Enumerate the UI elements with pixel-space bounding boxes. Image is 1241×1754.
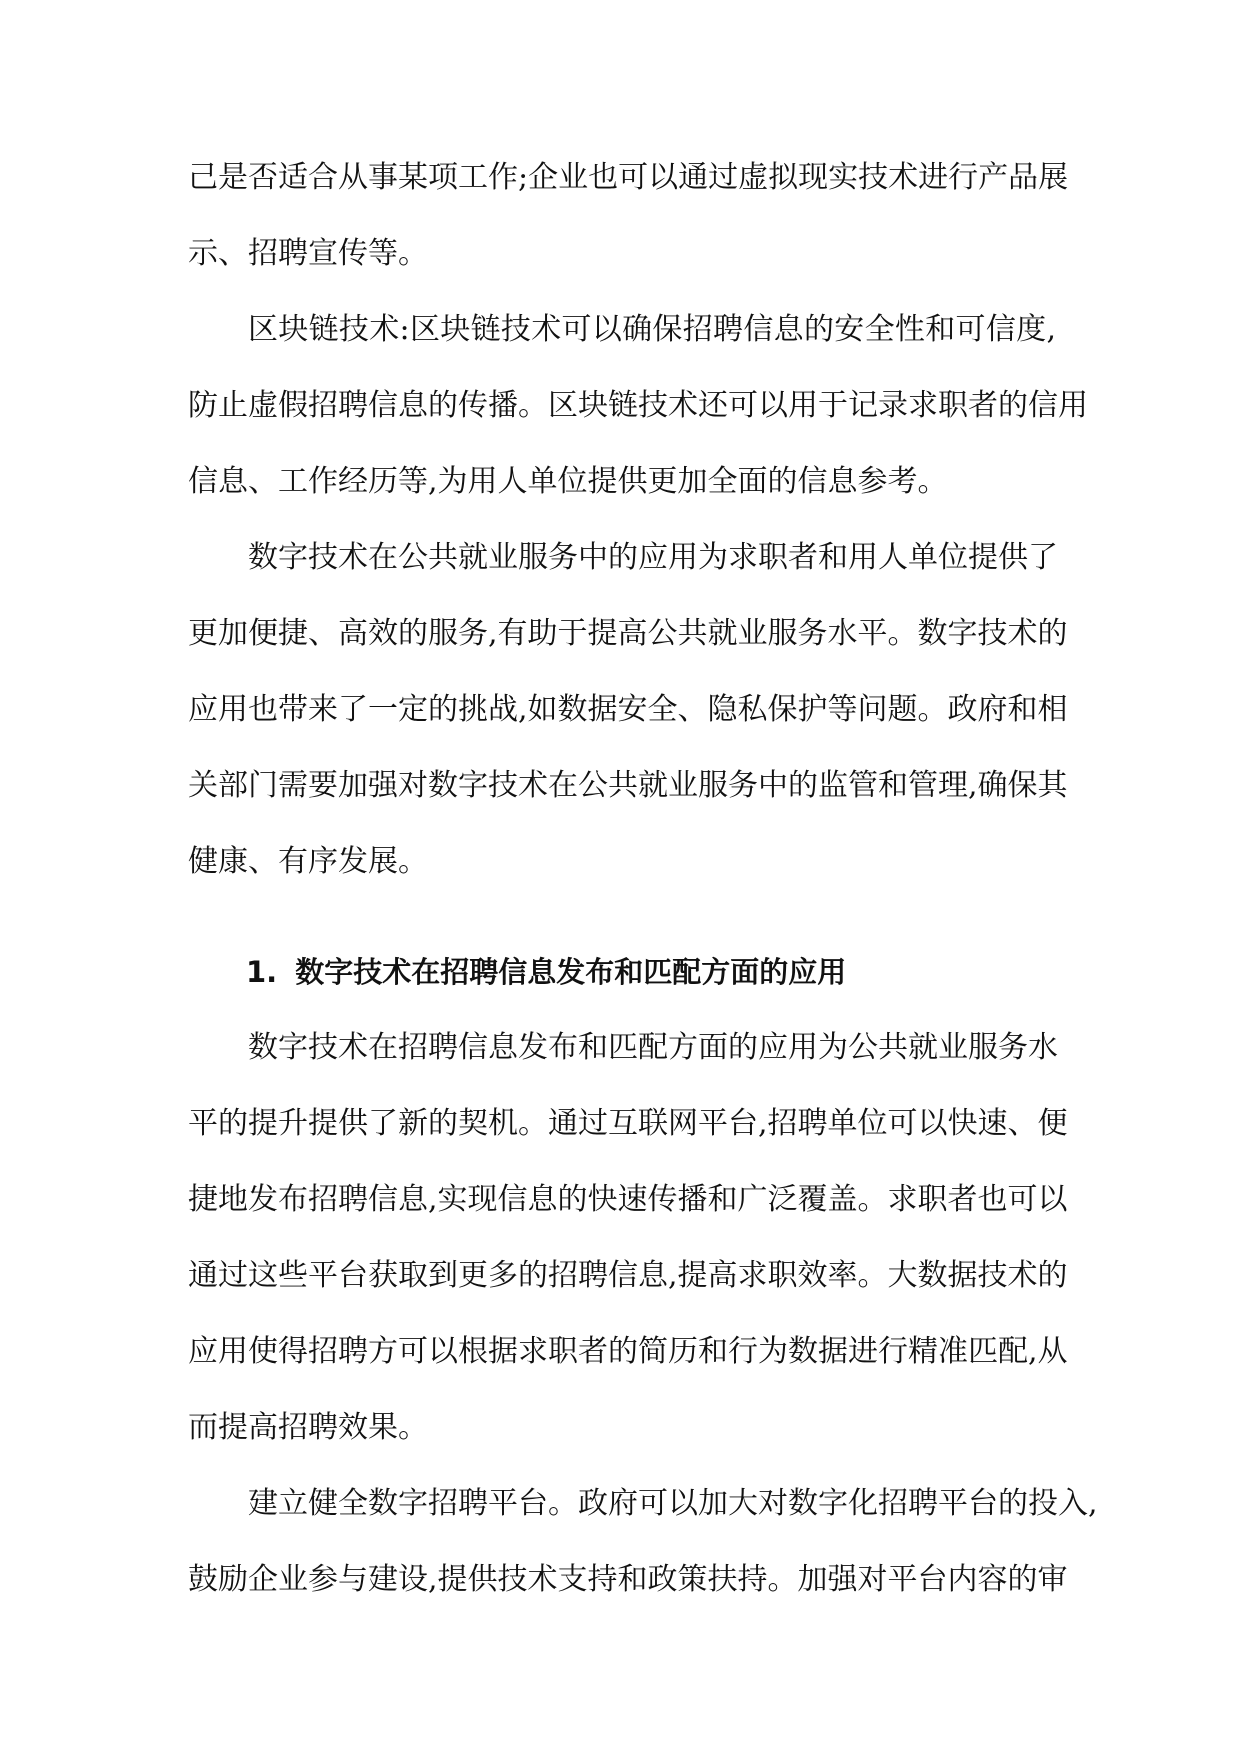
text-line: 己是否适合从事某项工作;企业也可以通过虚拟现实技术进行产品展: [188, 160, 1069, 195]
text-line: 应用也带来了一定的挑战,如数据安全、隐私保护等问题。政府和相: [188, 692, 1068, 727]
text-line: 捷地发布招聘信息,实现信息的快速传播和广泛覆盖。求职者也可以: [188, 1182, 1068, 1217]
text-line: 应用使得招聘方可以根据求职者的简历和行为数据进行精准匹配,从: [188, 1334, 1068, 1369]
text-line: 平的提升提供了新的契机。通过互联网平台,招聘单位可以快速、便: [188, 1106, 1068, 1141]
text-line: 鼓励企业参与建设,提供技术支持和政策扶持。加强对平台内容的审: [188, 1562, 1068, 1597]
text-line: 数字技术在公共就业服务中的应用为求职者和用人单位提供了: [248, 540, 1058, 575]
text-line: 区块链技术:区块链技术可以确保招聘信息的安全性和可信度,: [248, 312, 1056, 347]
text-line: 通过这些平台获取到更多的招聘信息,提高求职效率。大数据技术的: [188, 1258, 1068, 1293]
paragraph-platform: [188, 1466, 1098, 1618]
section-title: 数字技术在招聘信息发布和匹配方面的应用: [295, 955, 847, 989]
paragraph-recruitment: [188, 1010, 1068, 1466]
text-line: 防止虚假招聘信息的传播。区块链技术还可以用于记录求职者的信用: [188, 388, 1088, 423]
paragraph-summary: [188, 520, 1068, 900]
text-line: 数字技术在招聘信息发布和匹配方面的应用为公共就业服务水: [248, 1030, 1058, 1065]
section-heading: [188, 934, 1056, 1010]
text-line: 信息、工作经历等,为用人单位提供更加全面的信息参考。: [188, 464, 948, 499]
text-line: 而提高招聘效果。: [188, 1410, 428, 1445]
text-line: 建立健全数字招聘平台。政府可以加大对数字化招聘平台的投入,: [248, 1486, 1098, 1521]
paragraph-blockchain: [188, 292, 1088, 520]
text-line: 健康、有序发展。: [188, 844, 428, 879]
text-line: 关部门需要加强对数字技术在公共就业服务中的监管和管理,确保其: [188, 768, 1068, 803]
document-page: [188, 140, 1098, 1618]
paragraph-vr: [188, 140, 1069, 292]
section-number: 1.: [246, 955, 278, 989]
text-line: 更加便捷、高效的服务,有助于提高公共就业服务水平。数字技术的: [188, 616, 1068, 651]
text-line: 示、招聘宣传等。: [188, 236, 428, 271]
